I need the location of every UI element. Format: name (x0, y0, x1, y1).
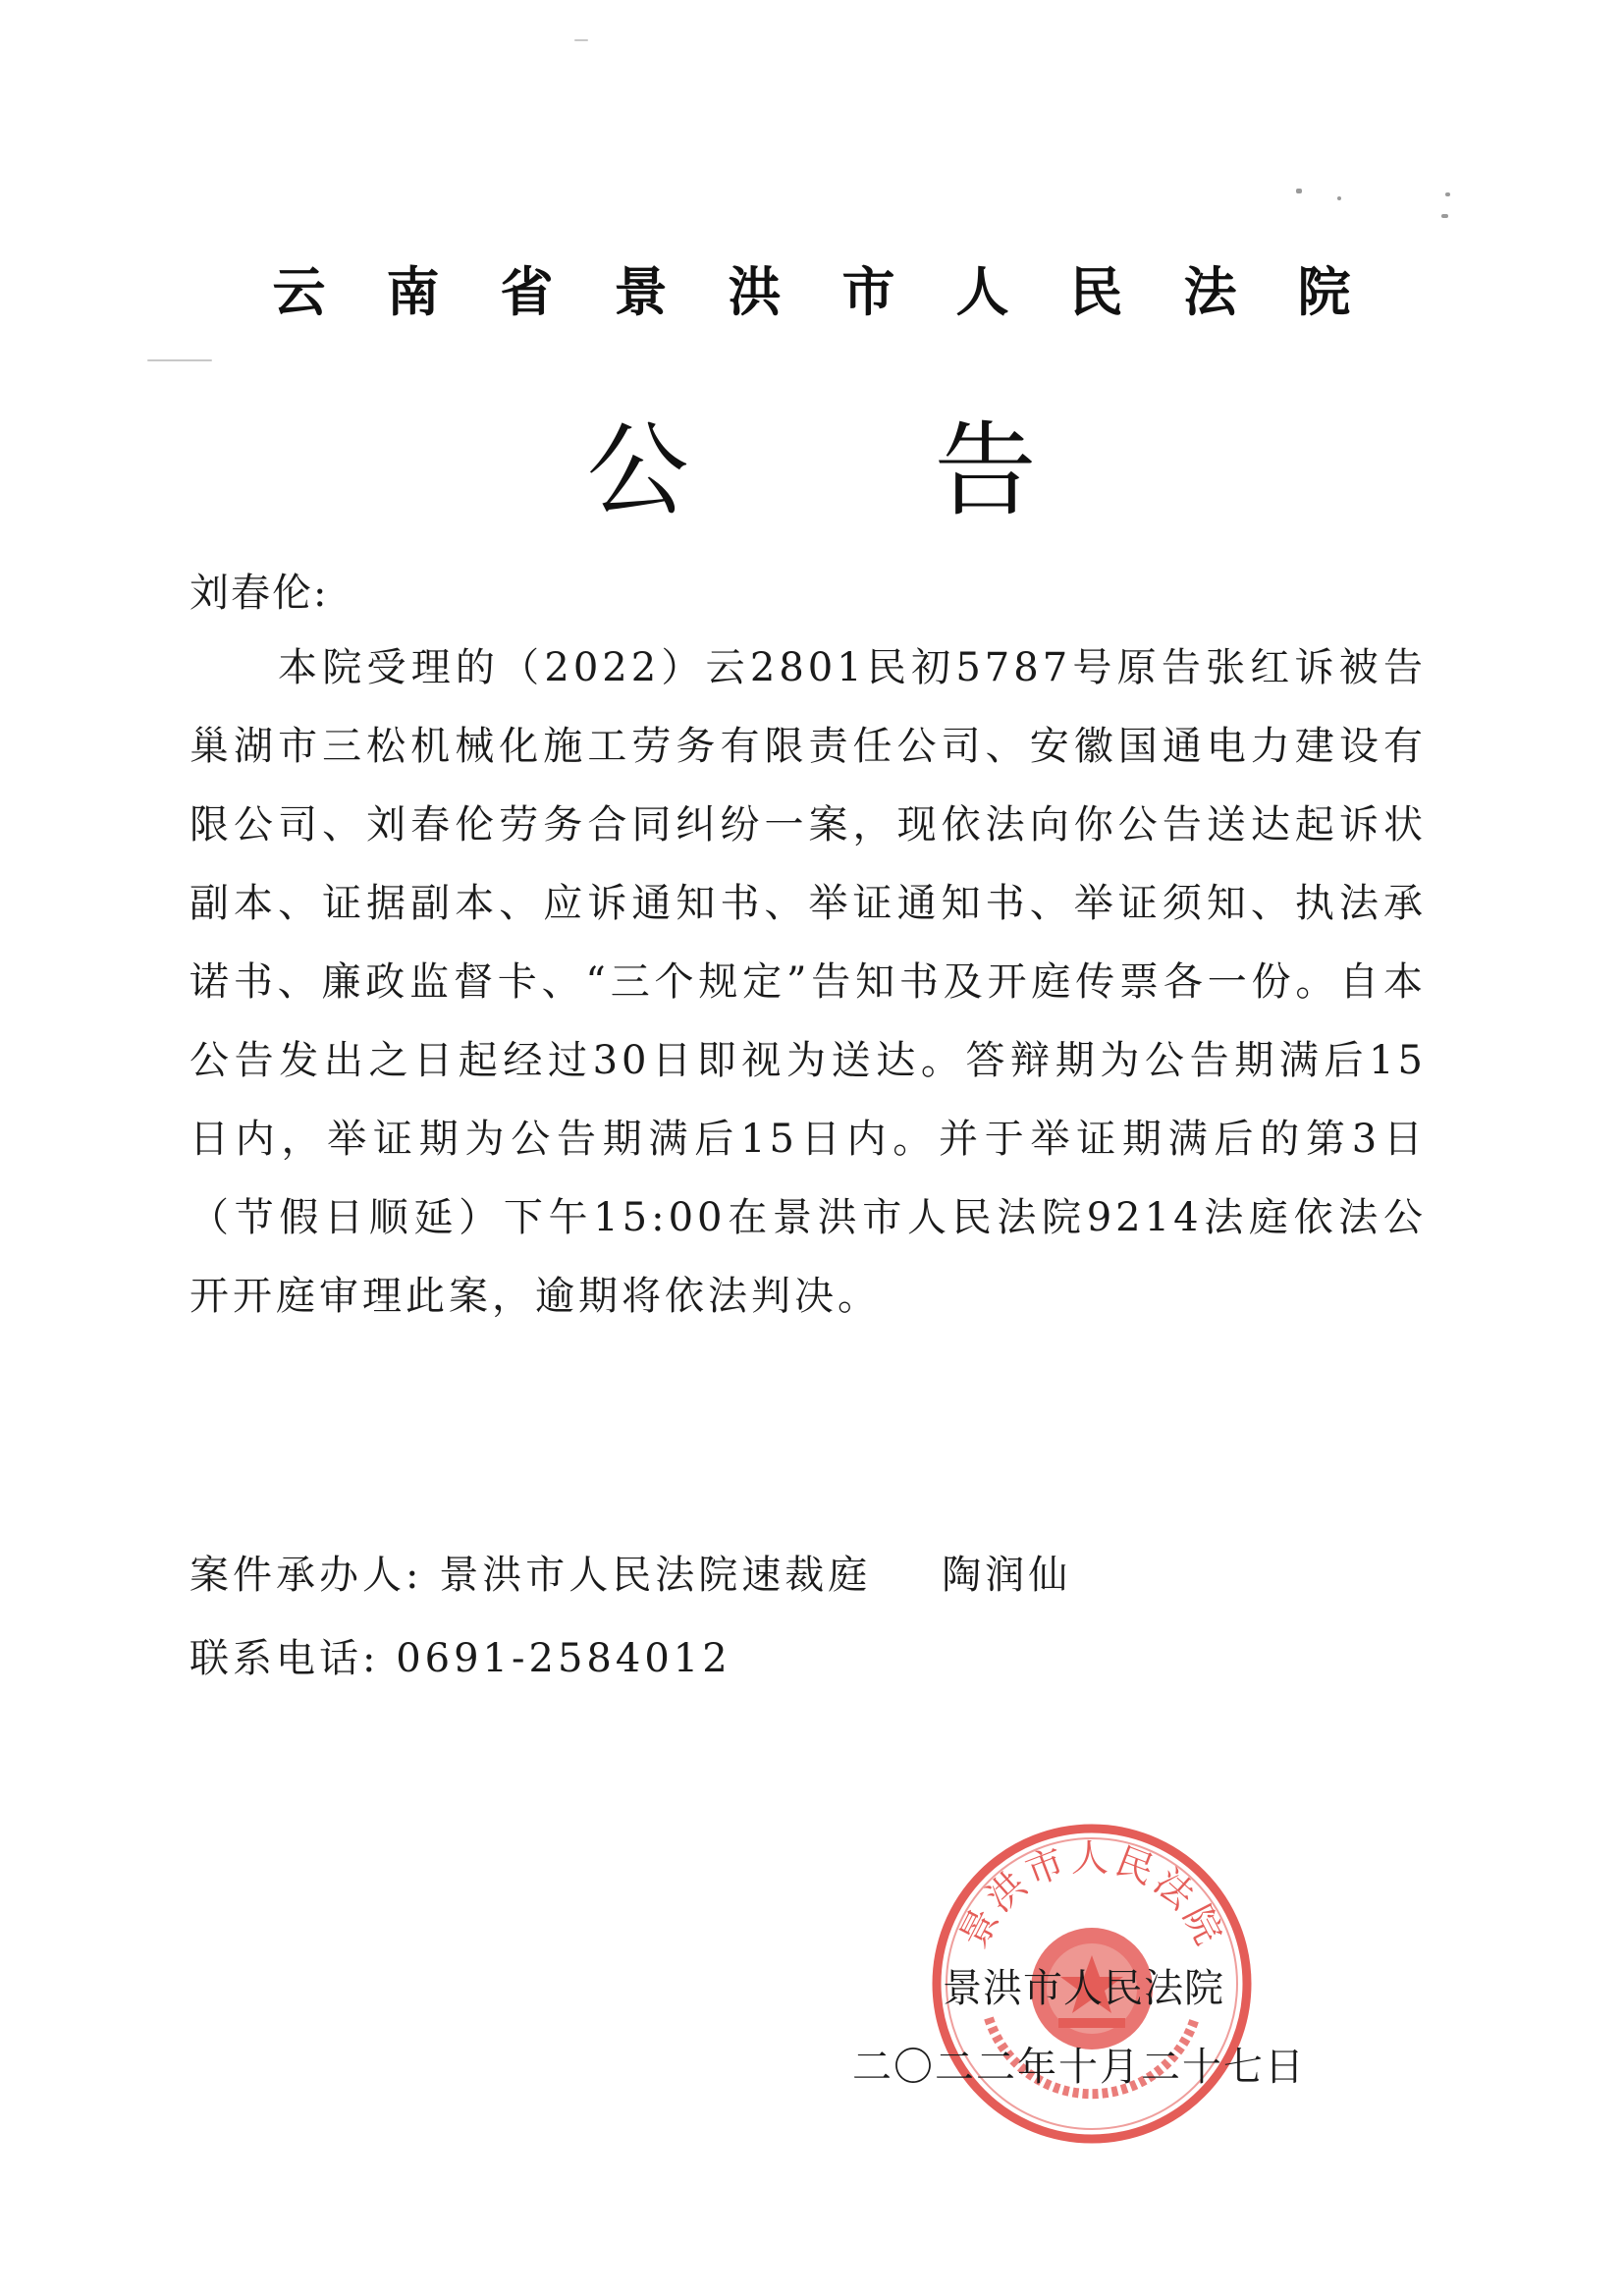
case-handler-line (189, 1544, 1071, 1600)
issue-date: 二〇二二年十月二十七日 (852, 2045, 1306, 2090)
phone-label: 联系电话: (189, 1636, 397, 1681)
scan-speck (1296, 189, 1302, 193)
scan-speck (1337, 196, 1341, 200)
scan-speck (1445, 192, 1450, 196)
issuer-name: 景洪市人民法院 (943, 1966, 1224, 2011)
scan-speck (1441, 214, 1448, 218)
scan-speck (574, 39, 588, 41)
scan-speck (147, 359, 212, 361)
handler-label: 案件承办人: (189, 1553, 440, 1598)
handler-unit: 景洪市人民法院速裁庭 (439, 1553, 872, 1598)
addressee: 刘春伦: (189, 571, 329, 616)
notice-body: 本院受理的（2022）云2801民初5787号原告张红诉被告巢湖市三松机械化施工劳务有限责任公司、安徽国通电力建设有限公司、刘春伦劳务合同纠纷一案，现依法向你公告送达起诉状副本、证据副本、应诉通知书、举证通知书、举证须知、执法承诺书、廉政监督卡、“三个规定”告知书及开庭传票各一份。自本公告发出之日起经过30日即视为送达。答辩期为公告期满后15日内，举证期为公告期满后15日内。并于举证期满后的第3日（节假日顺延）下午15:00在景洪市人民法院9214法庭依法公开开庭审理此案，逾期将依法判决。 (189, 645, 1427, 1319)
contact-phone-line (189, 1627, 731, 1683)
court-name-heading: 云南省景洪市人民法院 (272, 261, 1412, 323)
handler-name: 陶润仙 (942, 1553, 1072, 1598)
phone-number: 0691-2584012 (396, 1636, 731, 1681)
notice-title: 公告 (586, 410, 1282, 530)
seal-text: 景洪市人民法院 (950, 1836, 1233, 1955)
